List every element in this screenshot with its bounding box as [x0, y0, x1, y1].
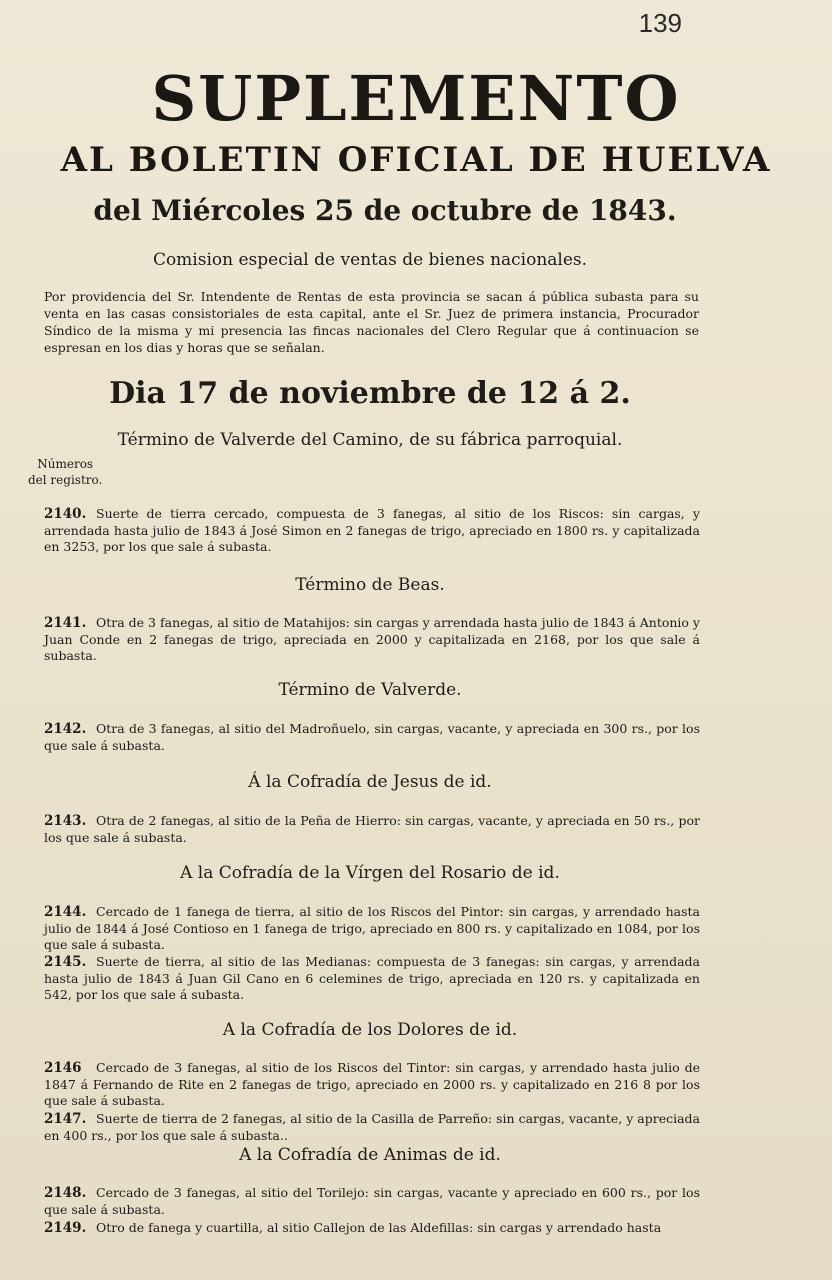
folio-number: 139	[638, 8, 682, 38]
column-header-line: Números	[37, 457, 94, 471]
registry-number: 2144.	[44, 904, 87, 920]
commission-heading: Comision especial de ventas de bienes nacionales.	[152, 250, 588, 270]
entry-text: Suerte de tierra, al sitio de las Medianas: compuesta de 3 fanegas: sin cargas, y arrendada hasta julio de 1843 á Juan Gil Cano en 6 celemines de trigo, apreciada en 120 rs. y capitalizada en 542, por los que sale á subasta.	[44, 954, 700, 1002]
document-title: SUPLEMENTO	[151, 62, 681, 135]
section-heading: A la Cofradía de la Vírgen del Rosario de id.	[180, 863, 560, 883]
list-item	[44, 1185, 700, 1218]
entry-text: Otra de 2 fanegas, al sitio de la Peña de Hierro: sin cargas, vacante, y apreciada en 50 rs., por los que sale á subasta.	[44, 813, 700, 845]
registry-number: 2141.	[44, 615, 87, 631]
document-subtitle: AL BOLETIN OFICIAL DE HUELVA	[60, 140, 772, 180]
registry-number: 2140.	[44, 506, 87, 522]
list-item	[44, 615, 700, 665]
registry-number: 2146	[44, 1060, 82, 1076]
registry-number: 2147.	[44, 1111, 87, 1127]
entry-text: Cercado de 3 fanegas, al sitio del Torilejo: sin cargas, vacante y apreciado en 600 rs., por los que sale á subasta.	[44, 1185, 700, 1217]
section-heading: Término de Valverde del Camino, de su fábrica parroquial.	[117, 430, 623, 450]
section-heading: A la Cofradía de los Dolores de id.	[222, 1020, 518, 1040]
list-item	[44, 1060, 700, 1110]
registry-number: 2145.	[44, 954, 87, 970]
entry-text: Cercado de 3 fanegas, al sitio de los Riscos del Tintor: sin cargas, y arrendado hasta julio de 1847 á Fernando de Rite en 2 fanegas de trigo, apreciado en 2000 rs. y capitalizado en 216 8 por los que sale á subasta.	[44, 1060, 700, 1108]
entry-text: Otra de 3 fanegas, al sitio del Madroñuelo, sin cargas, vacante, y apreciada en 300 rs., por los que sale á subasta.	[44, 721, 700, 753]
day-heading: Dia 17 de noviembre de 12 á 2.	[109, 376, 631, 411]
list-item	[44, 954, 700, 1004]
entry-text: Otro de fanega y cuartilla, al sitio Callejon de las Aldefillas: sin cargas y arrendado hasta	[96, 1220, 662, 1235]
list-item	[44, 1220, 700, 1237]
entry-text: Cercado de 1 fanega de tierra, al sitio de los Riscos del Pintor: sin cargas, y arrendado hasta julio de 1844 á José Contioso en 1 fanega de trigo, apreciado en 800 rs. y capitalizado en 1084, por los que sale á subasta.	[44, 904, 700, 952]
section-heading: Á la Cofradía de Jesus de id.	[248, 772, 492, 792]
section-heading: A la Cofradía de Animas de id.	[239, 1145, 501, 1165]
list-item	[44, 721, 700, 754]
entry-text: Suerte de tierra de 2 fanegas, al sitio de la Casilla de Parreño: sin cargas, vacante, y apreciada en 400 rs., por los que sale á subasta..	[44, 1111, 700, 1143]
registry-number: 2148.	[44, 1185, 87, 1201]
entry-text: Suerte de tierra cercado, compuesta de 3 fanegas, al sitio de los Riscos: sin cargas, y arrendada hasta julio de 1843 á José Simon en 2 fanegas de trigo, apreciado en 1800 rs. y capitalizada en 3253, por los que sale á subasta.	[44, 506, 700, 554]
section-heading: Término de Valverde.	[278, 680, 462, 700]
column-header-line: del registro.	[28, 473, 103, 487]
intro-paragraph: Por providencia del Sr. Intendente de Rentas de esta provincia se sacan á pública subasta para su venta en las casas consistoriales de esta capital, ante el Sr. Juez de primera instancia, Procurador Síndico de la misma y mi presencia las fincas nacionales del Clero Regular que á continuacion se espresan en los dias y horas que se señalan.	[44, 289, 699, 355]
list-item	[44, 506, 700, 556]
list-item	[44, 813, 700, 846]
section-heading: Término de Beas.	[295, 575, 445, 595]
registry-number: 2142.	[44, 721, 87, 737]
list-item	[44, 904, 700, 954]
registry-number: 2149.	[44, 1220, 87, 1236]
entry-text: Otra de 3 fanegas, al sitio de Matahijos: sin cargas y arrendada hasta julio de 1843 á Antonio y Juan Conde en 2 fanegas de trigo, apreciada en 2000 y capitalizada en 2168, por los que sale á subasta.	[44, 615, 700, 663]
list-item	[44, 1111, 700, 1144]
document-date: del Miércoles 25 de octubre de 1843.	[93, 194, 677, 227]
column-header	[28, 456, 102, 488]
registry-number: 2143.	[44, 813, 87, 829]
